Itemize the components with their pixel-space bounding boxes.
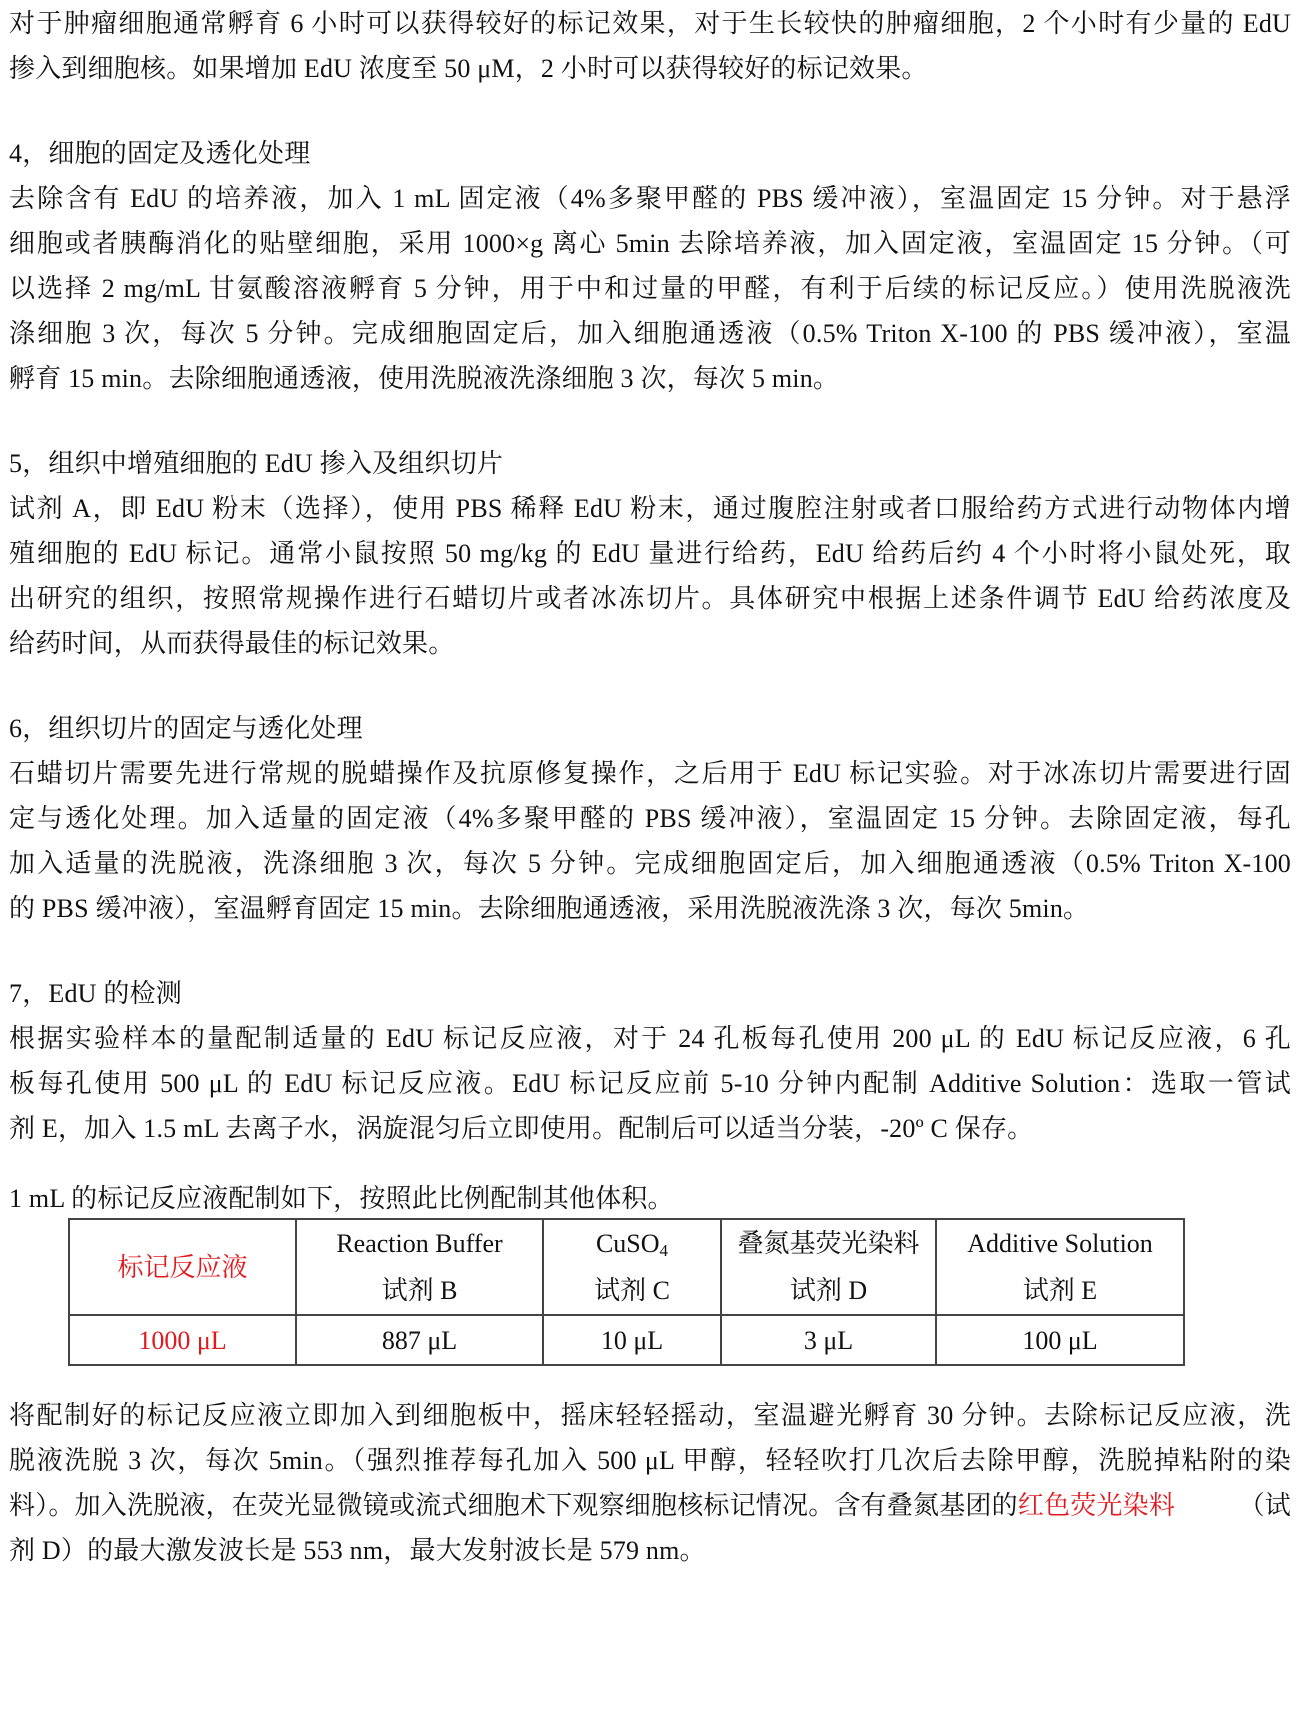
paragraph-line: 石蜡切片需要先进行常规的脱蜡操作及抗原修复操作，之后用于 EdU 标记实验。对于冰冻切片需要进行固 — [9, 759, 1291, 788]
table-header-cell — [543, 1219, 721, 1315]
header-sublabel: 试剂 B — [381, 1276, 458, 1305]
header-label — [544, 1220, 720, 1267]
reaction-mix-table — [68, 1218, 1185, 1366]
section-heading-5: 5，组织中增殖细胞的 EdU 掺入及组织切片 — [9, 449, 504, 478]
paragraph-line: 板每孔使用 500 μL 的 EdU 标记反应液。EdU 标记反应前 5-10 分钟内配制 Additive Solution：选取一管试 — [9, 1069, 1291, 1098]
header-label: 叠氮基荧光染料 — [737, 1229, 920, 1258]
table-header-cell — [721, 1219, 936, 1315]
header-sublabel: 试剂 D — [789, 1276, 868, 1305]
section-heading-6: 6，组织切片的固定与透化处理 — [9, 714, 363, 743]
paragraph-line: 孵育 15 min。去除细胞通透液，使用洗脱液洗涤细胞 3 次，每次 5 min。 — [9, 364, 840, 393]
text-run: 料）。加入洗脱液，在荧光显微镜或流式细胞术下观察细胞核标记情况。含有叠氮基团的 — [9, 1491, 1018, 1520]
paragraph-line: 加入适量的洗脱液，洗涤细胞 3 次，每次 5 分钟。完成细胞固定后，加入细胞通透液（0.5% Triton X-100 — [9, 849, 1291, 878]
paragraph-line: 剂 E，加入 1.5 mL 去离子水，涡旋混匀后立即使用。配制后可以适当分装，-20º C 保存。 — [9, 1114, 1034, 1143]
header-sublabel: 试剂 C — [594, 1276, 670, 1305]
text-run: （试 — [1238, 1491, 1291, 1520]
table-cell: 10 μL — [543, 1315, 721, 1365]
table-header-cell — [936, 1219, 1184, 1315]
formula-text: CuSO — [595, 1229, 660, 1258]
table-caption: 1 mL 的标记反应液配制如下，按照此比例配制其他体积。 — [9, 1184, 674, 1213]
paragraph-line: 剂 D）的最大激发波长是 553 nm，最大发射波长是 579 nm。 — [9, 1536, 706, 1565]
table-cell: 100 μL — [936, 1315, 1184, 1365]
paragraph-line: 以选择 2 mg/mL 甘氨酸溶液孵育 5 分钟，用于中和过量的甲醛，有利于后续的标记反应。）使用洗脱液洗 — [9, 274, 1291, 303]
red-dye-highlight: 红色荧光染料 — [1017, 1491, 1176, 1520]
paragraph-line: 对于肿瘤细胞通常孵育 6 小时可以获得较好的标记效果，对于生长较快的肿瘤细胞，2 个小时有少量的 EdU — [9, 9, 1291, 38]
table-row — [69, 1315, 1184, 1365]
table-cell: 1000 μL — [69, 1315, 296, 1365]
paragraph-line: 出研究的组织，按照常规操作进行石蜡切片或者冰冻切片。具体研究中根据上述条件调节 EdU 给药浓度及 — [9, 584, 1291, 613]
paragraph-line: 定与透化处理。加入适量的固定液（4%多聚甲醛的 PBS 缓冲液），室温固定 15 分钟。去除固定液，每孔 — [9, 804, 1291, 833]
paragraph-line — [9, 1482, 1291, 1529]
paragraph-line: 掺入到细胞核。如果增加 EdU 浓度至 50 μM，2 小时可以获得较好的标记效果。 — [9, 54, 928, 83]
header-sublabel: 试剂 E — [1022, 1276, 1098, 1305]
paragraph-line: 给药时间，从而获得最佳的标记效果。 — [9, 629, 455, 658]
table-cell: 887 μL — [296, 1315, 543, 1365]
header-label: Additive Solution — [967, 1229, 1153, 1258]
paragraph-line: 去除含有 EdU 的培养液，加入 1 mL 固定液（4%多聚甲醛的 PBS 缓冲液），室温固定 15 分钟。对于悬浮 — [9, 184, 1291, 213]
table-header-cell — [296, 1219, 543, 1315]
section-heading-7: 7，EdU 的检测 — [9, 979, 182, 1008]
formula-subscript: 4 — [659, 1241, 669, 1260]
paragraph-line: 试剂 A，即 EdU 粉末（选择），使用 PBS 稀释 EdU 粉末，通过腹腔注射或者口服给药方式进行动物体内增 — [9, 494, 1291, 523]
paragraph-line: 的 PBS 缓冲液），室温孵育固定 15 min。去除细胞通透液，采用洗脱液洗涤 3 次，每次 5min。 — [9, 894, 1090, 923]
paragraph-line: 殖细胞的 EdU 标记。通常小鼠按照 50 mg/kg 的 EdU 量进行给药，EdU 给药后约 4 个小时将小鼠处死，取 — [9, 539, 1291, 568]
paragraph-line: 细胞或者胰酶消化的贴壁细胞，采用 1000×g 离心 5min 去除培养液，加入固定液，室温固定 15 分钟。（可 — [9, 229, 1291, 258]
table-cell: 3 μL — [721, 1315, 936, 1365]
section-heading-4: 4，细胞的固定及透化处理 — [9, 139, 311, 168]
paragraph-line: 根据实验样本的量配制适量的 EdU 标记反应液，对于 24 孔板每孔使用 200 μL 的 EdU 标记反应液，6 孔 — [9, 1024, 1291, 1053]
header-label: 标记反应液 — [117, 1252, 248, 1282]
paragraph-line: 脱液洗脱 3 次，每次 5min。（强烈推荐每孔加入 500 μL 甲醇，轻轻吹打几次后去除甲醇，洗脱掉粘附的染 — [9, 1446, 1291, 1475]
paragraph-line: 涤细胞 3 次，每次 5 分钟。完成细胞固定后，加入细胞通透液（0.5% Triton X-100 的 PBS 缓冲液），室温 — [9, 319, 1291, 348]
header-label: Reaction Buffer — [336, 1229, 503, 1258]
table-header-row — [69, 1219, 1184, 1315]
table-header-cell — [69, 1219, 296, 1315]
paragraph-line: 将配制好的标记反应液立即加入到细胞板中，摇床轻轻摇动，室温避光孵育 30 分钟。去除标记反应液，洗 — [9, 1401, 1291, 1430]
